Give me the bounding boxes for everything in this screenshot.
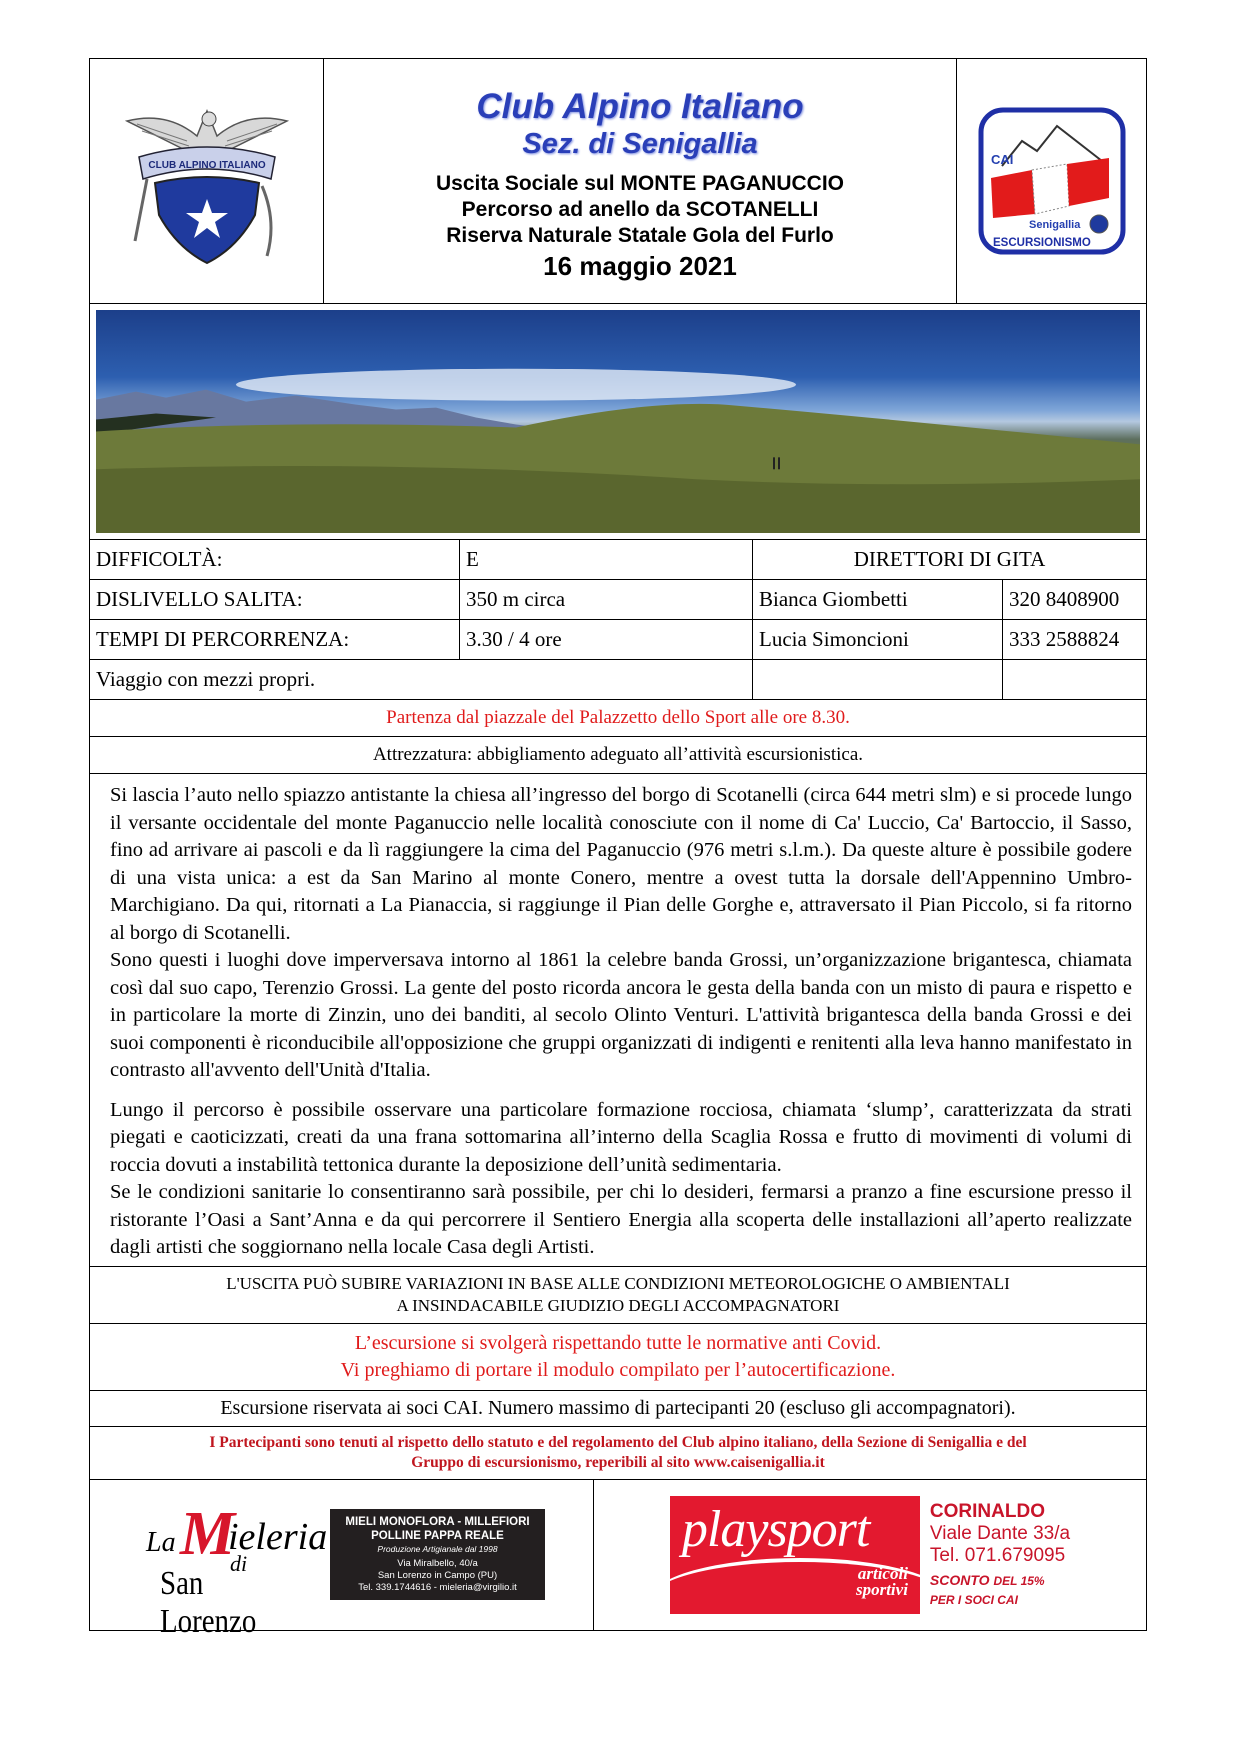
- description-paragraph: Sono questi i luoghi dove imperversava intorno al 1861 la celebre banda Grossi, un’organizzazione brigantesca, chiamata così dal suo capo, Terenzio Grossi. La gente del posto ricorda ancora le gesta della banda con un misto di paura e rispetto e in particolare la morte di Zinzin, uno dei banditi, al secolo Olinto Venturi. L'attività brigantesca della banda Grossi e dei suoi componenti è riconducibile all'opposizione che gruppi organizzati di indigenti e renitenti alla leva hanno manifestato in contrasto all'avvento dell'Unità d'Italia.: [110, 949, 1132, 1081]
- playsport-discount-b: DEL 15%: [993, 1573, 1045, 1588]
- mieleria-contact: Tel. 339.1744616 - mieleria@virgilio.it: [358, 1582, 517, 1593]
- warning-text: [90, 1267, 1146, 1323]
- director-name: Bianca Giombetti: [753, 580, 1003, 619]
- covid-line: L’escursione si svolgerà rispettando tutte le normative anti Covid.: [354, 1331, 882, 1354]
- time-label: TEMPI DI PERCORRENZA:: [90, 620, 460, 659]
- director-phone: 320 8408900: [1009, 587, 1120, 611]
- escursionismo-logo-cell: [957, 59, 1146, 303]
- departure-row: [90, 700, 1146, 737]
- escursionismo-cai-text: CAI: [990, 152, 1013, 167]
- playsport-logo-sub1: articoli: [857, 1563, 908, 1583]
- warning-line: A INSINDACABILE GIUDIZIO DEGLI ACCOMPAGNATORI: [396, 1295, 840, 1315]
- ascent-label: DISLIVELLO SALITA:: [90, 580, 460, 619]
- empty-cell: [1003, 660, 1146, 699]
- sponsor-playsport: [594, 1480, 1146, 1630]
- directors-header: DIRETTORI DI GITA: [853, 547, 1046, 571]
- photo-row: [90, 304, 1146, 540]
- description-paragraph: Si lascia l’auto nello spiazzo antistante la chiesa all’ingresso del borgo di Scotanelli (circa 644 metri slm) e si procede lungo il versante occidentale del monte Paganuccio nelle località conosciute con il nome di Ca' Luccio, Ca' Bartoccio, il Sasso, fino ad arrivare ai pascoli e da lì raggiungere la cima del Paganuccio (976 metri s.l.m.). Da queste alture è possibile godere di una vista unica: a est da San Marino al monte Conero, mentre a ovest tutta la dorsale dell'Appennino Umbro-Marchigiano. Da qui, ritornati a La Pianaccia, si raggiunge il Pian delle Gorghe e, attraversato il Pian Piccolo, si fa ritorno al borgo di Scotanelli.: [110, 784, 1132, 944]
- departure-text: Partenza dal piazzale del Palazzetto dello Sport alle ore 8.30.: [386, 707, 850, 728]
- sponsor-mieleria: [90, 1480, 594, 1640]
- travel-note: Viaggio con mezzi propri.: [90, 660, 753, 699]
- playsport-phone: Tel. 071.679095: [929, 1544, 1066, 1566]
- club-section: Sez. di Senigallia: [522, 128, 758, 160]
- info-row-ascent: [90, 580, 1146, 620]
- mieleria-logo-ieleria: ieleria: [228, 1515, 328, 1558]
- warning-row: [90, 1267, 1146, 1324]
- event-date: 16 maggio 2021: [543, 251, 737, 281]
- cai-logo-cell: [90, 59, 324, 303]
- sponsors-row: [90, 1480, 1146, 1640]
- rules-row: [90, 1427, 1146, 1480]
- mieleria-products: MIELI MONOFLORA - MILLEFIORI: [345, 1516, 530, 1528]
- mieleria-logo: [138, 1499, 328, 1640]
- cai-banner-text: CLUB ALPINO ITALIANO: [147, 160, 266, 171]
- playsport-logo-sub: [855, 1563, 908, 1599]
- mieleria-address: Via Miralbello, 40/a: [397, 1558, 478, 1569]
- reserved-row: [90, 1391, 1146, 1427]
- reserved-text: Escursione riservata ai soci CAI. Numero massimo di partecipanti 20 (escluso gli accompagnatori).: [220, 1396, 1016, 1419]
- landscape-illustration: [96, 310, 1140, 533]
- covid-row: [90, 1324, 1146, 1391]
- warning-line: L'USCITA PUÒ SUBIRE VARIAZIONI IN BASE ALLE CONDIZIONI METEOROLOGICHE O AMBIENTALI: [226, 1273, 1010, 1293]
- equipment-row: [90, 737, 1146, 774]
- playsport-discount: [930, 1571, 1070, 1609]
- mieleria-info-box: [330, 1509, 545, 1600]
- director-name: Lucia Simoncioni: [753, 620, 1003, 659]
- header-row: [90, 59, 1146, 304]
- playsport-discount-c: PER I SOCI CAI: [929, 1592, 1018, 1607]
- info-row-time: [90, 620, 1146, 660]
- playsport-logo: [670, 1496, 920, 1614]
- time-value: 3.30 / 4 ore: [460, 620, 753, 659]
- playsport-info: [930, 1501, 1070, 1609]
- rules-text: [90, 1427, 1146, 1479]
- rules-line: I Partecipanti sono tenuti al rispetto dello statuto e del regolamento del Club alpino italiano, della Sezione di Senigallia e del: [209, 1433, 1027, 1451]
- equipment-text: Attrezzatura: abbigliamento adeguato all’attività escursionistica.: [372, 744, 864, 765]
- event-flyer: [89, 58, 1147, 1640]
- description-text: [90, 774, 1146, 1266]
- header-title-cell: [324, 59, 957, 303]
- playsport-city: CORINALDO: [929, 1500, 1045, 1522]
- event-location-line: Riserva Naturale Statale Gola del Furlo: [446, 224, 834, 247]
- escursionismo-city-text: Senigallia: [1028, 219, 1080, 231]
- playsport-logo-text: playsport: [681, 1500, 870, 1558]
- difficulty-value: E: [460, 540, 753, 579]
- mieleria-logo-m: M: [180, 1499, 236, 1568]
- difficulty-label: DIFFICOLTÀ:: [90, 540, 460, 579]
- cai-eagle-shield-logo-icon: [117, 91, 297, 271]
- covid-line: Vi preghiamo di portare il modulo compilato per l’autocertificazione.: [340, 1358, 896, 1381]
- club-title: Club Alpino Italiano: [476, 87, 804, 126]
- mieleria-logo-san-lorenzo: San Lorenzo: [160, 1564, 257, 1640]
- empty-cell: [753, 660, 1003, 699]
- mieleria-products-2: POLLINE PAPPA REALE: [371, 1530, 504, 1542]
- mieleria-logo-di: di: [230, 1550, 248, 1576]
- ascent-value: 350 m circa: [460, 580, 753, 619]
- event-route-line: Percorso ad anello da SCOTANELLI: [461, 198, 819, 221]
- description-paragraph: Lungo il percorso è possibile osservare una particolare formazione rocciosa, chiamata ‘slump’, caratterizzata da strati piegati e caoticizzati, creati da una frana sottomarina all’interno della Scaglia Rossa e frutto di movimenti di volumi di roccia dovuti a instabilità tettonica durante la deposizione dell’unità sedimentaria.: [110, 1098, 1132, 1176]
- playsport-address: Viale Dante 33/a: [929, 1522, 1071, 1544]
- mieleria-since: Produzione Artigianale dal 1998: [377, 1544, 498, 1554]
- covid-text: [90, 1324, 1146, 1390]
- mountain-panorama-photo: [96, 310, 1140, 533]
- escursionismo-label-text: ESCURSIONISMO: [992, 237, 1091, 249]
- playsport-logo-sub2: sportivi: [855, 1579, 908, 1599]
- playsport-discount-a: SCONTO: [929, 1571, 990, 1588]
- rules-line: Gruppo di escursionismo, reperibili al sito www.caisenigallia.it: [411, 1453, 825, 1471]
- mieleria-logo-la: La: [146, 1526, 176, 1558]
- description-paragraph: Se le condizioni sanitarie lo consentiranno sarà possibile, per chi lo desideri, fermarsi a pranzo a fine escursione presso il ristorante l’Oasi a Sant’Anna e da qui percorrere il Sentiero Energia alla scoperta delle installazioni all’aperto realizzate dagli artisti che soggiornano nella locale Casa degli Artisti.: [110, 1181, 1132, 1258]
- mieleria-city: San Lorenzo in Campo (PU): [377, 1570, 498, 1581]
- director-phone: 333 2588824: [1009, 627, 1120, 651]
- cai-escursionismo-logo-icon: [977, 106, 1127, 256]
- info-row-travel: [90, 660, 1146, 700]
- info-row-difficulty: [90, 540, 1146, 580]
- event-title-line: Uscita Sociale sul MONTE PAGANUCCIO: [435, 172, 845, 195]
- description-row: [90, 774, 1146, 1267]
